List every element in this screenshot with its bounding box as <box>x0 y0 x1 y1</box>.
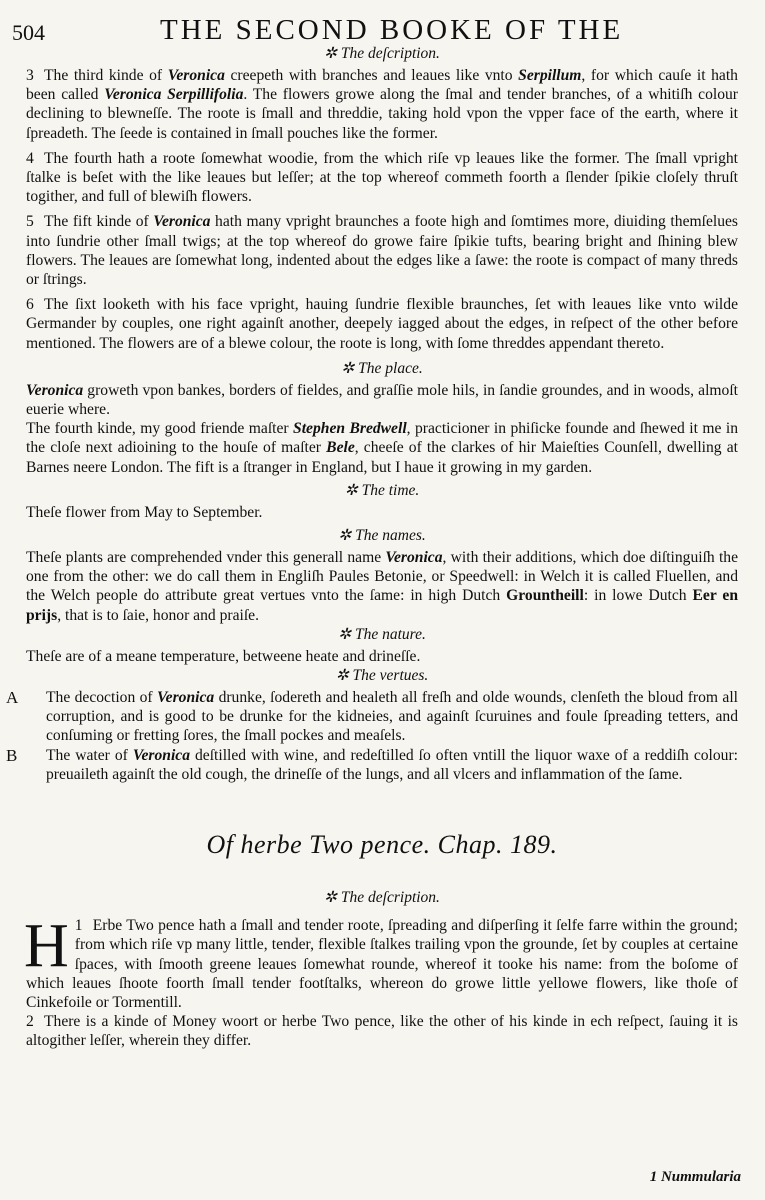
drop-capital: H <box>24 912 69 981</box>
page-number: 504 <box>12 20 45 45</box>
page-header <box>0 10 765 46</box>
section-heading-vertues: ✲ The vertues. <box>335 667 429 685</box>
section-heading-time: ✲ The time. <box>344 481 420 499</box>
margin-letter-b: B <box>6 745 18 765</box>
page-body <box>6 44 739 1051</box>
place-paragraph-2: The fourth kinde, my good friende maſter Stephen Bredwell, practicioner in phiſicke founde and ſhewed it me in the cloſe next adioining to the houſe of maſter Bele, cheeſe of the clarkes of hir Maieſties Counſell, dwelling at Barnes neere London. The fift is a ſtranger in England, but I haue it growing in my garden. <box>26 420 738 476</box>
chapter-paragraph-1: 1 H Erbe Two pence hath a ſmall and tender roote, ſpreading and diſperſing it ſelfe farre within the ground; from which riſe vp many little, tender, flexible ſtalkes trailing vpon the grounde, ſet by couples at certaine ſpaces, with ſmooth greene leaues ſomewhat rounde, whereof it tooke his name: from the boſome of which leaues ſhoote foorth ſmall tender footſtalks, whereon do growe little yellowe flowers, like thoſe of Cinkefoile or Tormentill. <box>24 912 738 1011</box>
chapter-number: Chap. 189. <box>437 830 558 860</box>
time-paragraph: Theſe flower from May to September. <box>26 503 263 521</box>
paragraph-4: 4 The fourth hath a roote ſomewhat woodie, from the which riſe vp leaues like the former. The ſmall vpright ſtalke is beſet with the like leaues but leſſer; at the top whereof commeth foorth a ſlender ſpikie cloſely thruſt togither, and full of blewiſh flowers. <box>26 149 738 206</box>
names-paragraph: Theſe plants are comprehended vnder this generall name Veronica, with their additions, which doe diſtinguiſh the one from the other: we do call them in Engliſh Paules Betonie, or Speedwell: in Welch it is called Fluellen, and the Welch people do attribute great vertues vnto the ſame: in high Dutch Grountheill: in lowe Dutch Eer en prijs, that is to ſaie, honor and praiſe. <box>26 549 738 624</box>
chapter-heading <box>26 830 738 860</box>
section-heading-place: ✲ The place. <box>341 359 423 377</box>
paragraph-3: 3 The third kinde of Veronica creepeth with branches and leaues like vnto Serpillum, for which cauſe it hath been called Veronica Serpillifolia. The flowers growe along the ſmal and tender branches, of a whitiſh colour declining to blewneſſe. The roote is ſmall and threddie, taking hold vpon the vpper face of the earth, where it ſpreadeth. The ſeede is contained in ſmall pouches like the former. <box>26 67 738 142</box>
margin-letter-a: A <box>6 688 19 708</box>
section-heading-names: ✲ The names. <box>338 527 426 545</box>
section-heading-description-2: ✲ The deſcription. <box>324 889 440 907</box>
section-heading-nature: ✲ The nature. <box>338 625 426 643</box>
chapter-paragraph-2: 2 There is a kinde of Money woort or herbe Two pence, like the other of his kinde in ech reſpect, ſauing it is altogither leſſer, wherein they differ. <box>26 1013 738 1050</box>
nature-paragraph: Theſe are of a meane temperature, betweene heate and drineſſe. <box>26 647 421 665</box>
paragraph-5: 5 The fift kinde of Veronica hath many vpright braunches a foote high and ſomtimes more, diuiding themſelues into ſundrie other ſmall twigs; at the top whereof do growe faire ſpikie tufts, bearing bright and ſhining blew flowers. The leaues are ſomewhat long, indented about the edges like a ſawe: the roote is compact of many threds or ſtrings. <box>26 213 738 289</box>
paragraph-6: 6 The ſixt looketh with his face vpright, hauing ſundrie flexible braunches, ſet with leaues like vnto wilde Germander by couples, one right againſt another, deepely iagged about the edges, in reſpect of the other before mentioned. The flowers are of a blewe colour, the roote is long, with ſome threddes appendant thereto. <box>26 296 738 352</box>
place-paragraph-1: Veronica groweth vpon bankes, borders of fieldes, and graſſie mole hils, in ſandie groundes, and in woods, almoſt euerie where. <box>26 381 738 419</box>
vertue-a-paragraph: A The decoction of Veronica drunke, ſodereth and healeth all freſh and olde wounds, clenſeth the bloud from all corruption, and is good to be drunke for the kidneies, and againſt ſcuruines and foule ſpreading tetters, and conſuming or fretting ſores, the ſmall pockes and meaſels. <box>6 688 738 745</box>
chapter-title: Of herbe Two pence. <box>206 830 431 860</box>
vertue-b-paragraph: B The water of Veronica deſtilled with wine, and redeſtilled ſo often vntill the liquor waxe of a reddiſh colour: preuaileth againſt the old cough, the drineſſe of the lungs, and all vlcers and inflammation of the ſame. <box>6 745 739 783</box>
section-heading-description: ✲ The deſcription. <box>324 45 440 62</box>
running-title: THE SECOND BOOKE OF THE <box>160 14 624 46</box>
catchword: 1 Nummularia <box>649 1169 741 1185</box>
